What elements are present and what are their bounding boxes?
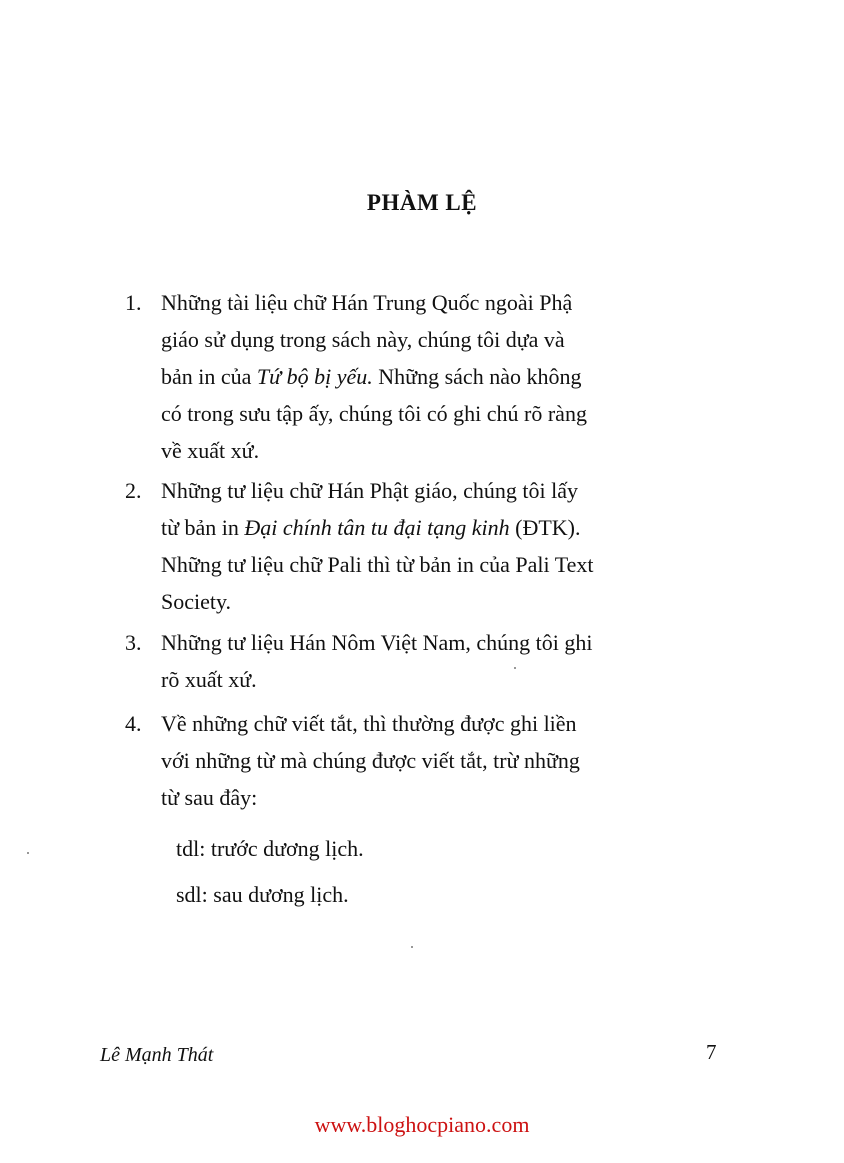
item-number: 2.: [125, 478, 142, 503]
text-line: rõ xuất xứ.: [161, 667, 257, 692]
item-number: 3.: [125, 630, 142, 655]
footer-author: Lê Mạnh Thát: [100, 1044, 214, 1066]
abbreviation-tdl: tdl: trước dương lịch.: [176, 836, 364, 861]
text-line: với những từ mà chúng được viết tắt, trừ những: [161, 748, 580, 773]
item-number: 4.: [125, 711, 142, 736]
item-text: [161, 284, 721, 469]
book-title: Tứ bộ bị yếu.: [256, 364, 373, 389]
text-line: từ bản in Đại chính tân tu đại tạng kinh (ĐTK).: [161, 515, 581, 540]
text-line: Về những chữ viết tắt, thì thường được ghi liền: [161, 711, 577, 736]
text-line: có trong sưu tập ấy, chúng tôi có ghi chú rõ ràng: [161, 401, 587, 426]
text-line: từ sau đây:: [161, 785, 258, 810]
text-line: Những tư liệu chữ Pali thì từ bản in của Pali Text: [161, 552, 594, 577]
scan-speck: [411, 946, 413, 948]
scan-speck: [27, 852, 29, 854]
book-title: Đại chính tân tu đại tạng kinh: [244, 515, 510, 540]
text-line: Những tư liệu Hán Nôm Việt Nam, chúng tôi ghi: [161, 630, 593, 655]
item-text: [161, 705, 721, 816]
text-line: giáo sử dụng trong sách này, chúng tôi dựa và: [161, 327, 565, 352]
text-line: Society.: [161, 589, 232, 614]
scan-speck: [514, 667, 516, 669]
page-title: PHÀM LỆ: [366, 190, 478, 215]
watermark-url: www.bloghocpiano.com: [314, 1112, 530, 1137]
item-text: [161, 472, 721, 620]
text-line: Những tài liệu chữ Hán Trung Quốc ngoài Phậ: [161, 290, 573, 315]
item-number: 1.: [125, 290, 142, 315]
abbreviation-sdl: sdl: sau dương lịch.: [176, 882, 349, 907]
text-line: về xuất xứ.: [161, 438, 260, 463]
text-line: Những tư liệu chữ Hán Phật giáo, chúng tôi lấy: [161, 478, 579, 503]
text-line: bản in của Tứ bộ bị yếu. Những sách nào không: [161, 364, 582, 389]
page-number: 7: [706, 1040, 717, 1064]
item-text: [161, 624, 721, 698]
